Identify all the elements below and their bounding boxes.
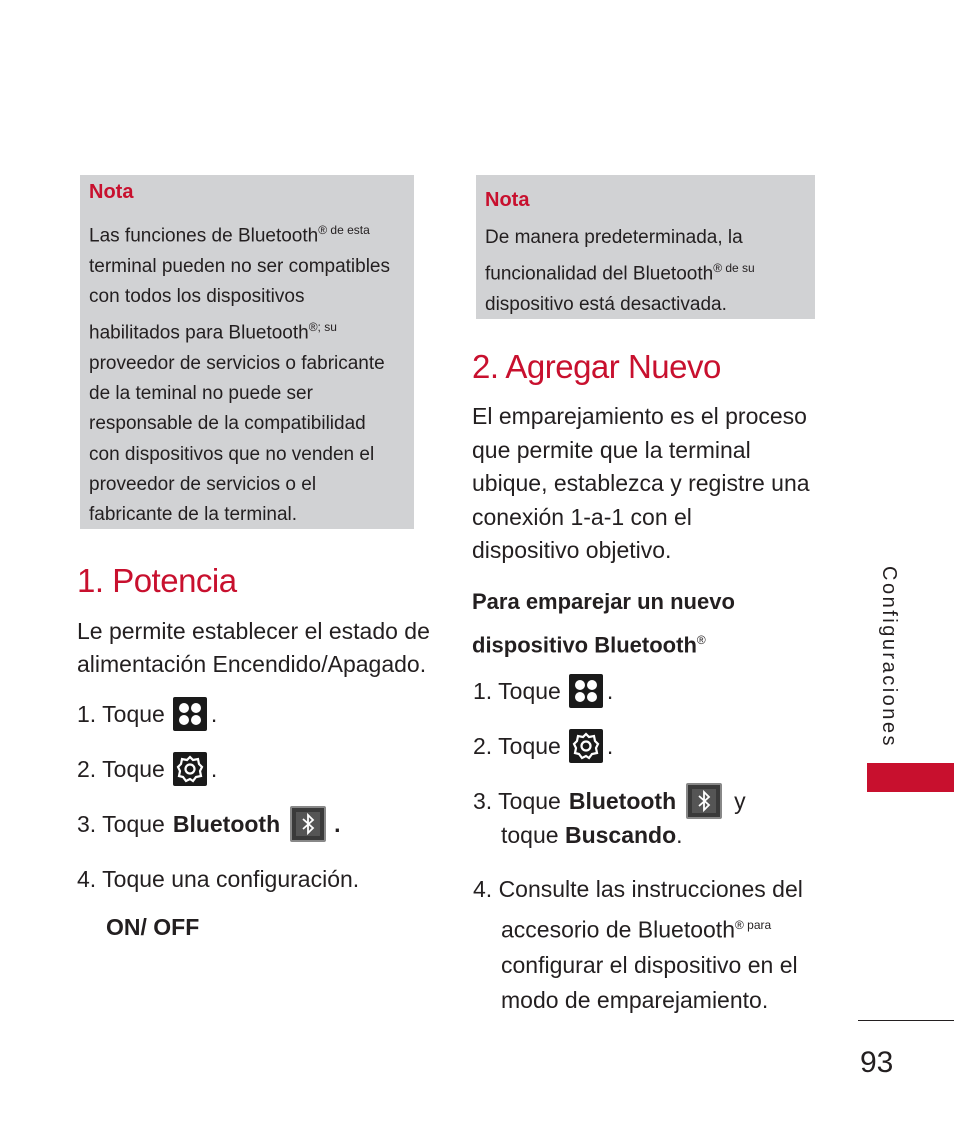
note-line: Las funciones de Bluetooth$^{® de esta}$ bbox=[89, 223, 370, 247]
note-line: funcionalidad del Bluetooth$^{® de su}$ bbox=[485, 261, 755, 285]
note-line: habilitados para Bluetooth$^{®; su}$ bbox=[89, 320, 337, 344]
step-text: y bbox=[734, 787, 746, 814]
agregar-intro bbox=[472, 400, 810, 568]
step-line: modo de emparejamiento. bbox=[501, 987, 769, 1014]
step-2-right bbox=[473, 729, 613, 763]
section-side-label: Configuraciones bbox=[878, 566, 900, 749]
step-4-left: 4. Toque una configuración. bbox=[77, 866, 360, 892]
intro-line: El emparejamiento es el proceso bbox=[472, 403, 807, 429]
intro-line: ubique, establezca y registre una bbox=[472, 470, 810, 496]
step-3-right-continued: toque Buscando. bbox=[501, 822, 683, 848]
step-1-left bbox=[77, 697, 217, 731]
step-4-right bbox=[473, 872, 803, 1019]
settings-gear-icon bbox=[173, 752, 207, 786]
step-text: 2. Toque bbox=[77, 755, 165, 782]
note-text bbox=[485, 223, 755, 320]
note-line: dispositivo está desactivada. bbox=[485, 293, 727, 315]
step-period: . bbox=[210, 700, 218, 727]
footer-rule bbox=[858, 1020, 954, 1021]
intro-line: dispositivo objetivo. bbox=[472, 537, 672, 563]
section-tab-marker bbox=[867, 763, 954, 792]
potencia-intro bbox=[77, 615, 430, 681]
step-text: 1. Toque bbox=[473, 677, 561, 704]
step-line: 4. Consulte las instrucciones del bbox=[473, 876, 803, 902]
step-text: 2. Toque bbox=[473, 732, 561, 759]
section-heading-agregar-nuevo: 2. Agregar Nuevo bbox=[472, 348, 721, 385]
note-title: Nota bbox=[89, 181, 134, 203]
intro-line: Le permite establecer el estado de bbox=[77, 618, 430, 644]
step-text: 3. Toque bbox=[77, 810, 165, 837]
on-off-label: ON/ OFF bbox=[106, 914, 200, 940]
step-3-right bbox=[473, 783, 746, 819]
note-line: responsable de la compatibilidad bbox=[89, 413, 366, 435]
step-line: accesorio de Bluetooth$^{® para}$ bbox=[501, 916, 772, 943]
menu-grid-icon bbox=[569, 674, 603, 708]
note-line: fabricante de la terminal. bbox=[89, 504, 298, 526]
subheading-line: dispositivo Bluetooth® bbox=[472, 632, 706, 658]
step-period: . bbox=[606, 732, 614, 759]
intro-line: alimentación Encendido/Apagado. bbox=[77, 651, 427, 677]
note-line: terminal pueden no ser compatibles bbox=[89, 255, 391, 277]
step-period: . bbox=[606, 677, 614, 704]
note-box-left bbox=[80, 175, 414, 529]
step-text: 3. Toque bbox=[473, 787, 561, 814]
step-line: configurar el dispositivo en el bbox=[501, 951, 798, 978]
section-heading-potencia: 1. Potencia bbox=[77, 562, 237, 599]
note-box-right bbox=[476, 175, 815, 319]
bluetooth-icon bbox=[290, 806, 326, 842]
intro-line: conexión 1-a-1 con el bbox=[472, 503, 692, 530]
bluetooth-icon bbox=[686, 783, 722, 819]
step-2-left bbox=[77, 752, 217, 786]
step-text: 1. Toque bbox=[77, 700, 165, 727]
note-title: Nota bbox=[485, 189, 530, 211]
step-period: . bbox=[210, 755, 218, 782]
note-line: proveedor de servicios o fabricante bbox=[89, 352, 385, 374]
step-bold-text: Bluetooth bbox=[172, 810, 281, 837]
intro-line: que permite que la terminal bbox=[472, 436, 751, 463]
step-period: . bbox=[334, 810, 341, 837]
pairing-subheading bbox=[472, 582, 735, 664]
settings-gear-icon bbox=[569, 729, 603, 763]
note-line: de la teminal no puede ser bbox=[89, 383, 313, 405]
step-1-right bbox=[473, 674, 613, 708]
note-line: De manera predeterminada, la bbox=[485, 227, 743, 248]
note-text bbox=[89, 215, 390, 531]
subheading-line: Para emparejar un nuevo bbox=[472, 589, 735, 614]
step-bold-text: Bluetooth bbox=[568, 787, 677, 814]
note-line: con dispositivos que no venden el bbox=[89, 443, 375, 465]
step-3-left bbox=[77, 806, 341, 842]
note-line: con todos los dispositivos bbox=[89, 285, 305, 307]
page-number: 93 bbox=[860, 1046, 894, 1079]
menu-grid-icon bbox=[173, 697, 207, 731]
note-line: proveedor de servicios o el bbox=[89, 474, 317, 496]
